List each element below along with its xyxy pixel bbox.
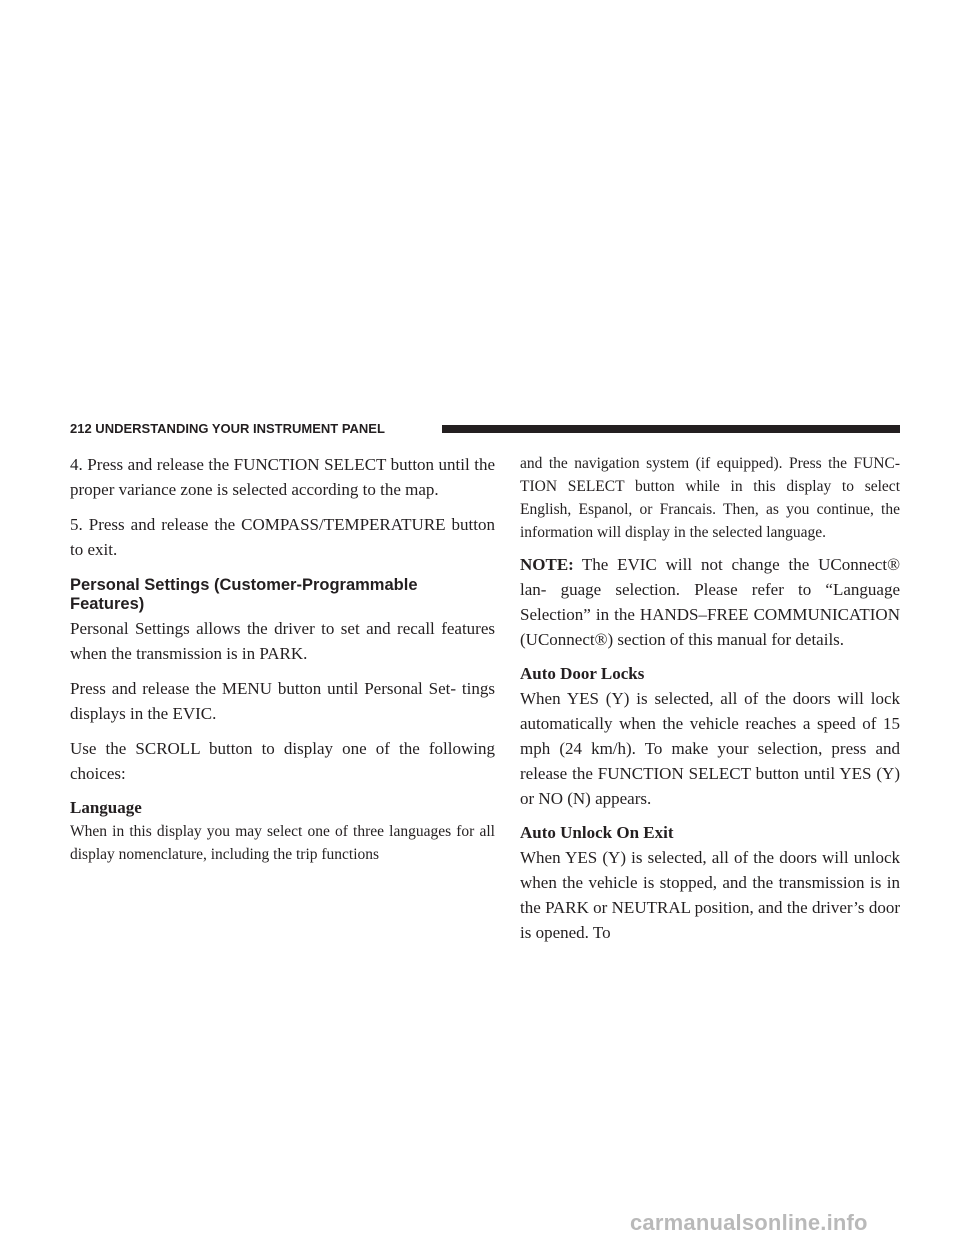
page-header — [70, 420, 900, 440]
header-rule — [442, 425, 900, 433]
note-paragraph — [520, 552, 900, 652]
auto-door-locks-heading: Auto Door Locks — [520, 664, 645, 683]
step-5-paragraph: 5. Press and release the COMPASS/TEMPERATURE button to exit. — [70, 515, 495, 559]
section-heading: Personal Settings (Customer-Programmable Features) — [70, 576, 418, 613]
note-label: NOTE: — [520, 555, 574, 574]
auto-door-locks-paragraph: When YES (Y) is selected, all of the doors will lock automatically when the vehicle reaches a speed of 15 mph (24 km/h). To make your selection, press and release the FUNCTION SELECT button until YES (Y) or NO (N) appears. — [520, 689, 900, 808]
left-column — [70, 452, 495, 874]
note-text: The EVIC will not change the UConnect® lan- guage selection. Please refer to “Language Selection” in the HANDS–FREE COMMUNICATION (UConnect®) section of this manual for details. — [520, 555, 900, 649]
auto-unlock-heading: Auto Unlock On Exit — [520, 823, 674, 842]
menu-paragraph: Press and release the MENU button until Personal Set- tings displays in the EVIC. — [70, 679, 495, 723]
watermark: carmanualsonline.info — [630, 1210, 868, 1235]
language-paragraph: When in this display you may select one of three languages for all display nomenclature, including the trip functions — [70, 823, 495, 863]
step-4-paragraph: 4. Press and release the FUNCTION SELECT button until the proper variance zone is selected according to the map. — [70, 455, 495, 499]
right-column — [520, 452, 900, 955]
scroll-paragraph: Use the SCROLL button to display one of the following choices: — [70, 739, 495, 783]
personal-settings-paragraph: Personal Settings allows the driver to set and recall features when the transmission is in PARK. — [70, 619, 495, 663]
auto-unlock-paragraph: When YES (Y) is selected, all of the doors will unlock when the vehicle is stopped, and the transmission is in the PARK or NEUTRAL position, and the driver’s door is opened. To — [520, 848, 900, 942]
language-heading: Language — [70, 798, 142, 817]
language-continued-paragraph: and the navigation system (if equipped). Press the FUNC- TION SELECT button while in this display to select English, Espanol, or Francais. Then, as you continue, the information will display in the selected language. — [520, 455, 900, 541]
page-number-and-title: 212 UNDERSTANDING YOUR INSTRUMENT PANEL — [70, 421, 385, 436]
